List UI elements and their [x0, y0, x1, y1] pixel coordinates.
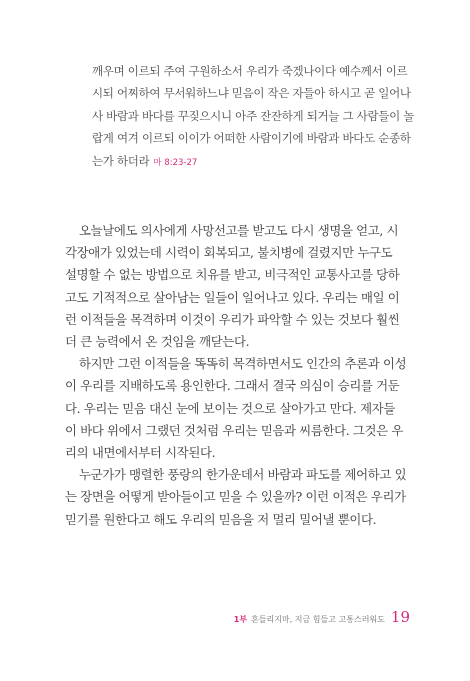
quote-line: 깨우며 이르되 주여 구원하소서 우리가 죽겠나이다 예수께서 이르 — [92, 64, 408, 78]
paragraph-2-line: 리의 내면에서부터 시작된다. — [65, 445, 216, 461]
paragraph-1-line: 오늘날에도 의사에게 사망선고를 받고도 다시 생명을 얻고, 시 — [79, 223, 399, 238]
quote-line: 랍게 여겨 이르되 이이가 어떠한 사람이기에 바람과 바다도 순종하 — [92, 131, 411, 146]
part-label: 1부 — [233, 615, 248, 624]
quote-line-last — [92, 150, 412, 174]
quote-line: 사 바람과 바다를 꾸짖으시니 아주 잔잔하게 되거늘 그 사람들이 놀 — [92, 108, 415, 123]
running-footer — [234, 608, 410, 626]
paragraph-1-line: 런 이적들을 목격하며 이것이 우리가 파악할 수 있는 것보다 훨씬 — [65, 311, 400, 327]
page-number: 19 — [390, 608, 410, 626]
paragraph-3-line: 누군가가 맹렬한 풍랑의 한가운데서 바람과 파도를 제어하고 있 — [79, 467, 407, 483]
paragraph-2-line: 이 우리를 지배하도록 용인한다. 그래서 결국 의심이 승리를 거둔 — [65, 378, 400, 394]
quote-text: 는가 하더라 — [92, 153, 150, 168]
paragraph-1-line: 고도 기적적으로 살아남는 일들이 일어나고 있다. 우리는 매일 이 — [65, 289, 400, 305]
paragraph-2-line: 다. 우리는 믿음 대신 눈에 보이는 것으로 살아가고 만다. 제자들 — [65, 400, 395, 416]
quote-line: 시되 어찌하여 무서워하느냐 믿음이 작은 자들아 하시고 곧 일어나 — [92, 86, 411, 101]
paragraph-1-line: 설명할 수 없는 방법으로 치유를 받고, 비극적인 교통사고를 당하 — [65, 267, 400, 283]
scripture-quote — [92, 60, 415, 174]
paragraph-3-line: 믿기를 원한다고 해도 우리의 믿음을 저 멀리 밀어낼 뿐이다. — [65, 511, 377, 527]
paragraph-1-line: 더 큰 능력에서 온 것임을 깨닫는다. — [65, 334, 250, 350]
scripture-reference: 마 8:23-27 — [153, 157, 198, 168]
paragraph-2-line: 이 바다 위에서 그랬던 것처럼 우리는 믿음과 씨름한다. 그것은 우 — [65, 422, 403, 438]
paragraph-1-line: 각장애가 있었는데 시력이 회복되고, 불치병에 걸렸지만 누구도 — [65, 245, 393, 261]
paragraph-3-line: 는 장면을 어떻게 받아들이고 믿을 수 있을까? 이런 이적은 우리가 — [65, 489, 406, 505]
body-text — [65, 220, 410, 531]
chapter-title: 흔들리지마, 지금 힘들고 고통스러워도 — [251, 615, 385, 624]
paragraph-2-line: 하지만 그런 이적들을 똑똑히 목격하면서도 인간의 추론과 이성 — [79, 356, 407, 372]
